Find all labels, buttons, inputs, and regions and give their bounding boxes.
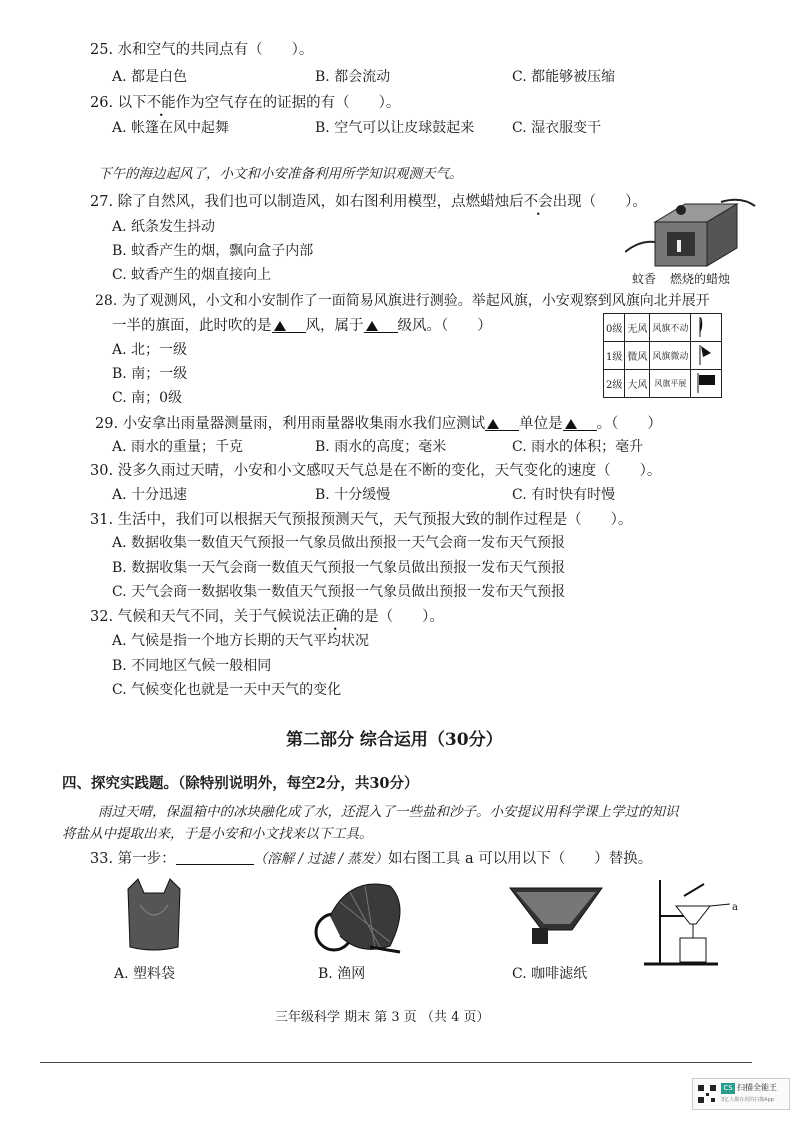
q33-option-a: A. 塑料袋 <box>114 966 176 982</box>
q27-option-c: C. 蚊香产生的烟直接向上 <box>112 267 272 283</box>
q25-option-b: B. 都会流动 <box>315 69 391 85</box>
name-cell: 无风 <box>625 314 650 342</box>
q29-option-c: C. 雨水的体积；毫升 <box>512 439 644 455</box>
scanner-subtitle: 3亿人都在用的扫描App <box>721 1097 774 1103</box>
q31-option-a: A. 数据收集一数值天气预报一气象员做出预报一天气会商一发布天气预报 <box>112 535 566 551</box>
table-row <box>604 342 722 370</box>
qr-code-icon <box>697 1084 717 1104</box>
blank-triangle-icon <box>274 321 286 331</box>
part2-title: 第二部分 综合运用（30分） <box>286 730 503 750</box>
blank-triangle-icon <box>565 419 577 429</box>
level-cell: 0级 <box>604 314 625 342</box>
q30-stem: 30. 没多久雨过天晴，小安和小文感叹天气总是在不断的变化，天气变化的速度（ ）。 <box>90 463 662 479</box>
q25-option-c: C. 都能够被压缩 <box>512 69 616 85</box>
scanner-title: 扫描全能王 <box>737 1083 777 1092</box>
q29-option-b: B. 雨水的高度；毫米 <box>315 439 447 455</box>
fishing-net-image <box>310 872 410 958</box>
wind-scale-table <box>603 313 722 398</box>
desc-cell: 风旗平展 <box>650 370 691 398</box>
bottom-divider <box>40 1062 752 1063</box>
q27-fig-caption-mosquito-coil: 蚊香 <box>632 272 657 286</box>
q25-option-a: A. 都是白色 <box>112 69 188 85</box>
filtration-apparatus-image <box>640 876 740 968</box>
q26-option-a: A. 帐篷在风中起舞 <box>112 120 230 136</box>
q32-option-a: A. 气候是指一个地方长期的天气平均状况 <box>112 633 370 649</box>
scenario2-line2: 将盐从中提取出来，于是小安和小文找来以下工具。 <box>62 826 373 842</box>
q28-stem-line2: 一半的旗面，此时吹的是 风，属于 级风。（ ） <box>112 318 492 334</box>
q31-option-c: C. 天气会商一数据收集一数值天气预报一气象员做出预报一发布天气预报 <box>112 584 566 600</box>
flag-still-icon <box>697 315 715 337</box>
q30-option-a: A. 十分迅速 <box>112 487 188 503</box>
q25-stem: 25. 水和空气的共同点有（ ）。 <box>90 42 314 58</box>
q27-option-b: B. 蚊香产生的烟，飘向盒子内部 <box>112 243 314 259</box>
q32-option-c: C. 气候变化也就是一天中天气的变化 <box>112 682 342 698</box>
q32-stem: 32. 气候和天气不同，关于气候说法正确的是（ ）。 <box>90 609 444 625</box>
apparatus-label-a: a <box>732 902 738 913</box>
page-footer: 三年级科学 期末 第 3 页 （共 4 页） <box>275 1010 490 1025</box>
q33-stem: 33. 第一步： （溶解 / 过滤 / 蒸发）如右图工具 a 可以用以下（ ）替换。 <box>90 851 653 867</box>
candle-box-figure <box>625 192 760 270</box>
q28-option-b: B. 南；一级 <box>112 366 188 382</box>
q27-option-a: A. 纸条发生抖动 <box>112 219 216 235</box>
q26-option-b: B. 空气可以让皮球鼓起来 <box>315 120 475 136</box>
q33-option-c: C. 咖啡滤纸 <box>512 966 588 982</box>
desc-cell: 风旗微动 <box>650 342 691 370</box>
scenario-text: 下午的海边起风了，小文和小安准备利用所学知识观测天气。 <box>98 166 463 182</box>
blank-triangle-icon <box>487 419 499 429</box>
q29-option-a: A. 雨水的重量；千克 <box>112 439 244 455</box>
flag-half-icon <box>697 343 715 365</box>
scenario2-line1: 雨过天晴，保温箱中的冰块融化成了水，还混入了一些盐和沙子。小安提议用科学课上学过的知识 <box>98 804 679 820</box>
q28-option-c: C. 南；0级 <box>112 390 183 406</box>
name-cell: 微风 <box>625 342 650 370</box>
q28-option-a: A. 北；一级 <box>112 342 188 358</box>
q31-stem: 31. 生活中，我们可以根据天气预报预测天气，天气预报大致的制作过程是（ ）。 <box>90 512 633 528</box>
q31-option-b: B. 数据收集一天气会商一数值天气预报一气象员做出预报一发布天气预报 <box>112 560 566 576</box>
desc-cell: 风旗不动 <box>650 314 691 342</box>
coffee-filter-image <box>508 884 604 948</box>
blank-triangle-icon <box>366 321 378 331</box>
level-cell: 1级 <box>604 342 625 370</box>
section4-heading: 四、探究实践题。（除特别说明外，每空2分，共30分） <box>62 775 419 792</box>
plastic-bag-image <box>118 875 190 953</box>
q27-stem: 27. 除了自然风，我们也可以制造风，如右图利用模型，点燃蜡烛后不会出现（ ）。 <box>90 194 647 210</box>
scanner-logo: CS <box>721 1083 735 1094</box>
q29-stem: 29. 小安拿出雨量器测量雨，利用雨量器收集雨水我们应测试 单位是 。（ ） <box>95 416 662 432</box>
q30-option-c: C. 有时快有时慢 <box>512 487 616 503</box>
flag-full-icon <box>695 371 717 393</box>
table-row <box>604 370 722 398</box>
q26-option-c: C. 湿衣服变干 <box>512 120 602 136</box>
scanner-watermark <box>692 1078 790 1110</box>
q30-option-b: B. 十分缓慢 <box>315 487 391 503</box>
q33-option-b: B. 渔网 <box>318 966 366 982</box>
name-cell: 大风 <box>625 370 650 398</box>
table-row <box>604 314 722 342</box>
q27-fig-caption-candle: 燃烧的蜡烛 <box>670 272 731 286</box>
q28-stem-line1: 28. 为了观测风，小文和小安制作了一面简易风旗进行测验。举起风旗，小安观察到风旗向北并展开 <box>95 293 710 309</box>
level-cell: 2级 <box>604 370 625 398</box>
q32-option-b: B. 不同地区气候一般相同 <box>112 658 272 674</box>
q26-stem: 26. 以下不能作为空气存在的证据的有（ ）。 <box>90 95 401 111</box>
